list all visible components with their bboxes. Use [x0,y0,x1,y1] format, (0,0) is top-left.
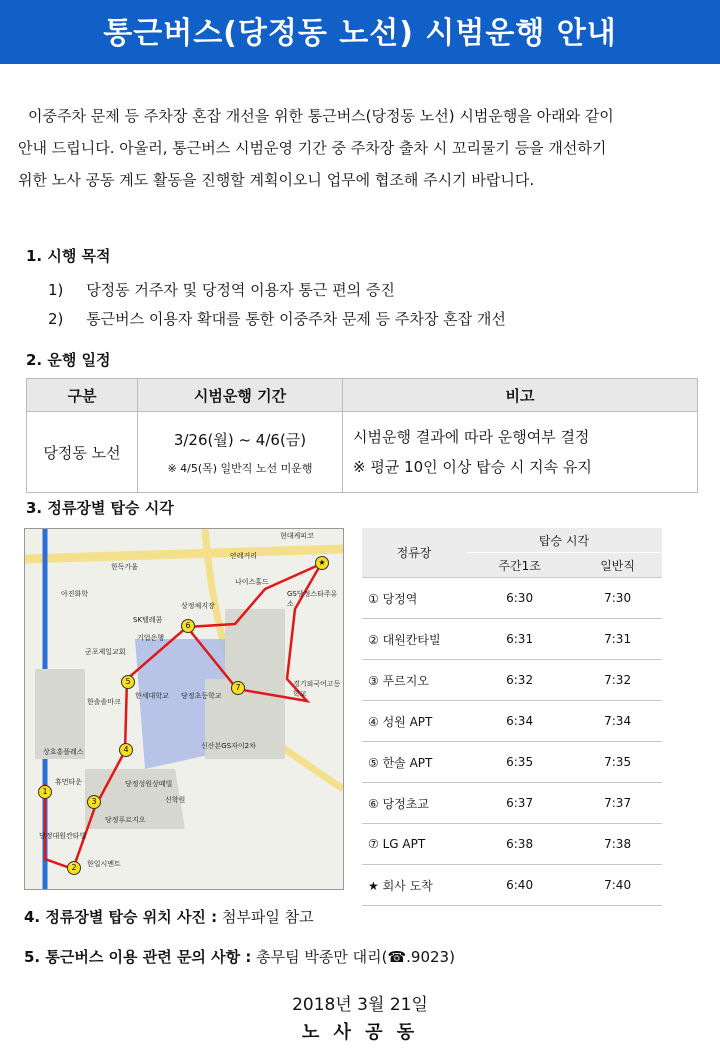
stop-marker: 1 [38,785,52,799]
stop-name: ① 당정역 [362,578,466,619]
route-map [24,528,344,890]
remarks-cell [343,412,698,493]
star-marker: ★ [315,556,329,570]
stop-marker: 2 [67,861,81,875]
table-row [362,660,662,701]
period-note: ※ 4/5(목) 일반직 노선 미운행 [167,461,313,475]
section5-heading: 5. 통근버스 이용 관련 문의 사항 : [24,948,252,966]
intro-line: 이중주차 문제 등 주차장 혼잡 개선을 위한 통근버스(당정동 노선) 시범운행을 아래와 같이 [28,107,614,125]
map-label: 아진화학 [61,590,89,598]
section4-text: 첨부파일 참고 [221,908,314,926]
section5 [24,946,455,967]
map-label: 신학원 [165,796,186,804]
section1-heading: 1. 시행 목적 [26,247,111,265]
stop-name: ⑥ 당정초교 [362,783,466,824]
map-label: 휴먼타운 [55,778,83,786]
period-cell [138,412,343,493]
map-label: 군포제일교회 [85,648,126,656]
period: 3/26(월) ~ 4/6(금) [173,430,307,449]
intro-paragraph [18,100,708,196]
time-cell: 7:38 [573,824,662,865]
map-label: 당정초등학교 [181,692,222,700]
map-label: 경기외국어고등학교 [293,680,341,698]
title-banner [0,0,720,64]
stop-marker: 3 [87,795,101,809]
time-cell: 7:40 [573,865,662,906]
route-cell: 당정동 노선 [27,412,138,493]
intro-line: 위한 노사 공동 계도 활동을 진행할 계획이오니 업무에 협조해 주시기 바랍니다. [18,171,535,189]
intro-line: 안내 드립니다. 아울러, 통근버스 시범운영 기간 중 주차장 출차 시 꼬리물기 등을 개선하기 [18,139,607,157]
table-row [362,783,662,824]
purpose-num: 2) [48,310,64,328]
map-label: 안레거리 [230,552,258,560]
time-cell: 6:34 [466,701,573,742]
board-time-header: 탑승 시각 [466,528,662,553]
table-row [362,578,662,619]
time-cell: 6:31 [466,619,573,660]
section2-heading: 2. 운행 일정 [26,351,111,369]
time-cell: 7:31 [573,619,662,660]
table-row [362,701,662,742]
stop-marker: 4 [119,743,133,757]
time-cell: 6:40 [466,865,573,906]
map-label: 한일시멘트 [87,860,121,868]
time-cell: 7:34 [573,701,662,742]
stop-name: ② 대원칸타빌 [362,619,466,660]
time-cell: 6:35 [466,742,573,783]
stop-name: ★ 회사 도착 [362,865,466,906]
stop-name: ③ 푸르지오 [362,660,466,701]
time-cell: 7:30 [573,578,662,619]
stop-header: 정류장 [362,528,466,578]
section3-heading: 3. 정류장별 탑승 시각 [26,499,174,517]
time-cell: 7:37 [573,783,662,824]
section4-heading: 4. 정류장별 탑승 위치 사진 : [24,908,218,926]
boarding-time-table [362,528,662,906]
map-label: 현대케피코 [280,532,314,540]
page-title: 통근버스(당정동 노선) 시범운행 안내 [103,16,617,51]
stop-marker: 5 [121,675,135,689]
map-label: GS당정스타주유소 [287,590,338,608]
table-row [362,865,662,906]
time-cell: 6:38 [466,824,573,865]
stop-name: ④ 성원 APT [362,701,466,742]
map-label: 상호흥플레스 [43,748,84,756]
document-date: 2018년 3월 21일 [292,995,428,1015]
time-cell: 7:35 [573,742,662,783]
table-row [362,824,662,865]
purpose-item [48,308,506,329]
stop-name: ⑤ 한솔 APT [362,742,466,783]
section5-text: 총무팀 박종만 대리(☎.9023) [256,948,455,966]
schedule-header: 비고 [343,379,698,412]
map-label: SK텔레콤 [133,616,163,624]
time-cell: 6:32 [466,660,573,701]
document-org: 노 사 공 동 [301,1022,419,1043]
purpose-text: 통근버스 이용자 확대를 통한 이중주차 문제 등 주차장 혼잡 개선 [86,310,506,328]
remark: ※ 평균 10인 이상 탑승 시 지속 유지 [353,458,592,476]
purpose-text: 당정동 거주자 및 당정역 이용자 통근 편의 증진 [86,281,395,299]
map-label: 당정성원상떼빌 [125,780,173,788]
time-cell: 6:30 [466,578,573,619]
remark: 시범운행 결과에 따라 운행여부 결정 [353,428,590,446]
table-row [362,742,662,783]
map-label: 당정대원칸타빌 [39,832,87,840]
stop-marker: 7 [231,681,245,695]
map-label: 상정체지장 [181,602,215,610]
section4 [24,906,314,927]
map-label: 신산본GS자이2차 [201,742,256,750]
map-label: 기업은행 [137,634,165,642]
time-cell: 6:37 [466,783,573,824]
map-label: 한독가울 [111,563,139,571]
table-row [362,619,662,660]
schedule-table [26,378,698,493]
schedule-header: 시범운행 기간 [138,379,343,412]
stop-marker: 6 [181,619,195,633]
time-cell: 7:32 [573,660,662,701]
map-label: 나이스홀드 [235,578,269,586]
stop-name: ⑦ LG APT [362,824,466,865]
col-header: 일반직 [573,553,662,578]
map-label: 한솔솔마크 [87,698,121,706]
col-header: 주간1조 [466,553,573,578]
purpose-num: 1) [48,281,64,299]
map-label: 한세대학교 [135,692,169,700]
map-label: 당정푸르지오 [105,816,146,824]
purpose-item [48,279,395,300]
schedule-header: 구분 [27,379,138,412]
